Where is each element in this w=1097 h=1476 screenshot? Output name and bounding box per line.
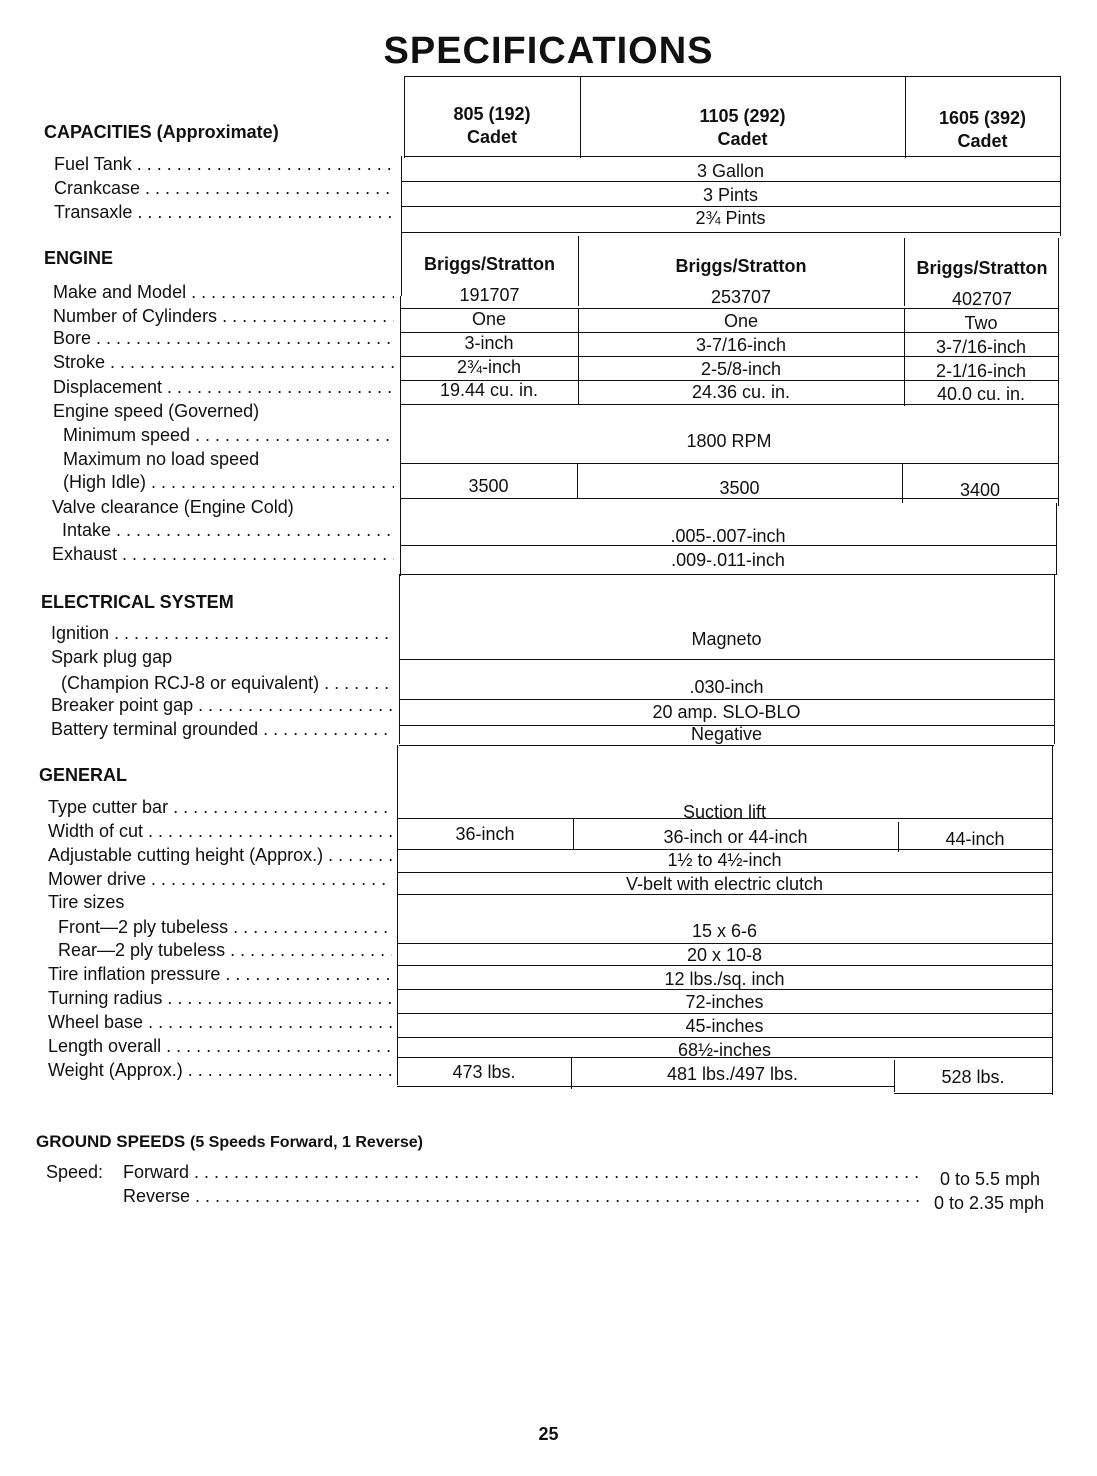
model-805-number: 805 (192) bbox=[453, 104, 531, 124]
bore-1105: 3-7/16-inch bbox=[695, 335, 787, 355]
bore-1605: 3-7/16-inch bbox=[935, 337, 1027, 357]
cylinders-1105: One bbox=[723, 311, 759, 331]
max-speed-label: Maximum no load speed bbox=[63, 449, 260, 469]
reverse-value: 0 to 2.35 mph bbox=[934, 1193, 1045, 1213]
length-label: Length overall . . . bbox=[48, 1036, 392, 1057]
spark-gap-value: .030-inch bbox=[689, 677, 764, 697]
stroke-1605: 2-1/16-inch bbox=[935, 361, 1027, 381]
cutting-height-value: 1½ to 4½-inch bbox=[667, 850, 782, 870]
model-1605-engine: 402707 bbox=[951, 289, 1013, 309]
forward-label: Forward . . . bbox=[123, 1162, 935, 1183]
ground-speeds-heading-block bbox=[36, 1132, 423, 1152]
high-idle-1605: 3400 bbox=[959, 480, 1001, 500]
breaker-label: Breaker point gap . . . bbox=[51, 695, 394, 716]
high-idle-label: (High Idle) . . . bbox=[63, 472, 394, 493]
high-idle-1105: 3500 bbox=[719, 478, 760, 498]
model-1605-number: 1605 (392) bbox=[938, 108, 1027, 128]
make-1605: Briggs/Stratton bbox=[916, 258, 1048, 278]
bore-label: Bore . . . bbox=[53, 328, 394, 349]
breaker-value: 20 amp. SLO-BLO bbox=[652, 702, 801, 722]
crankcase-label: Crankcase . . . bbox=[54, 178, 394, 199]
make-1105: Briggs/Stratton bbox=[675, 256, 807, 276]
cylinders-1605: Two bbox=[964, 313, 998, 333]
mower-drive-label: Mower drive . . . bbox=[48, 869, 392, 890]
width-cut-1605: 44-inch bbox=[945, 829, 1005, 849]
speed-prefix: Speed: bbox=[46, 1162, 104, 1182]
high-idle-805: 3500 bbox=[468, 476, 509, 496]
transaxle-label: Transaxle . . . bbox=[54, 202, 394, 223]
displacement-805: 19.44 cu. in. bbox=[439, 380, 539, 400]
rear-tire-value: 20 x 10-8 bbox=[686, 945, 763, 965]
model-1105-engine: 253707 bbox=[710, 287, 772, 307]
weight-1105: 481 lbs./497 lbs. bbox=[666, 1064, 799, 1084]
width-cut-1105: 36-inch or 44-inch bbox=[663, 827, 808, 847]
cutter-bar-label: Type cutter bar . . . bbox=[48, 797, 392, 818]
length-value: 68½-inches bbox=[677, 1040, 772, 1060]
front-tire-label: Front—2 ply tubeless . . . bbox=[58, 917, 392, 938]
displacement-label: Displacement . . . bbox=[53, 377, 394, 398]
spark-plug-gap-label: Spark plug gap bbox=[51, 647, 173, 667]
page-number: 25 bbox=[538, 1424, 559, 1444]
tire-sizes-label: Tire sizes bbox=[48, 892, 125, 912]
width-cut-805: 36-inch bbox=[455, 824, 515, 844]
ground-speeds-heading: GROUND SPEEDS bbox=[36, 1132, 186, 1151]
engine-heading: ENGINE bbox=[44, 248, 114, 268]
inflation-value: 12 lbs./sq. inch bbox=[664, 969, 785, 989]
cylinders-805: One bbox=[471, 309, 507, 329]
wheel-base-label: Wheel base . . . bbox=[48, 1012, 392, 1033]
model-1105-number: 1105 (292) bbox=[699, 106, 786, 126]
width-cut-label: Width of cut . . . bbox=[48, 821, 392, 842]
weight-1605: 528 lbs. bbox=[941, 1067, 1005, 1087]
battery-value: Negative bbox=[690, 724, 763, 744]
stroke-1105: 2-5/8-inch bbox=[700, 359, 782, 379]
transaxle-value: 2¾ Pints bbox=[695, 208, 766, 228]
ground-speeds-note: (5 Speeds Forward, 1 Reverse) bbox=[189, 1134, 423, 1151]
fuel-tank-label: Fuel Tank . . . bbox=[54, 154, 394, 175]
front-tire-value: 15 x 6-6 bbox=[691, 921, 758, 941]
ignition-label: Ignition . . . bbox=[51, 623, 394, 644]
mower-drive-value: V-belt with electric clutch bbox=[625, 874, 824, 894]
cutter-bar-value: Suction lift bbox=[682, 802, 767, 822]
min-speed-value: 1800 RPM bbox=[686, 431, 772, 451]
forward-value: 0 to 5.5 mph bbox=[940, 1169, 1041, 1189]
rear-tire-label: Rear—2 ply tubeless . . . bbox=[58, 940, 392, 961]
turning-value: 72-inches bbox=[685, 992, 764, 1012]
make-model-label: Make and Model . . . bbox=[53, 282, 394, 303]
wheel-base-value: 45-inches bbox=[685, 1016, 764, 1036]
champion-label: (Champion RCJ-8 or equivalent) . . . bbox=[61, 673, 394, 694]
exhaust-label: Exhaust . . . bbox=[52, 544, 394, 565]
capacities-heading: CAPACITIES (Approximate) bbox=[44, 122, 279, 142]
stroke-805: 2¾-inch bbox=[456, 357, 522, 377]
valve-clearance-label: Valve clearance (Engine Cold) bbox=[52, 497, 294, 517]
make-805: Briggs/Stratton bbox=[423, 254, 555, 274]
electrical-heading: ELECTRICAL SYSTEM bbox=[41, 592, 234, 612]
cutting-height-label: Adjustable cutting height (Approx.) . . . bbox=[48, 845, 392, 866]
intake-value: .005-.007-inch bbox=[670, 526, 786, 546]
reverse-label: Reverse . . . bbox=[123, 1186, 930, 1207]
displacement-1105: 24.36 cu. in. bbox=[691, 382, 791, 402]
general-heading: GENERAL bbox=[39, 765, 128, 785]
min-speed-label: Minimum speed . . . bbox=[63, 425, 394, 446]
stroke-label: Stroke . . . bbox=[53, 352, 394, 373]
battery-label: Battery terminal grounded . . . bbox=[51, 719, 394, 740]
inflation-label: Tire inflation pressure . . . bbox=[48, 964, 392, 985]
cylinders-label: Number of Cylinders . . . bbox=[53, 306, 394, 327]
crankcase-value: 3 Pints bbox=[702, 185, 759, 205]
turning-label: Turning radius . . . bbox=[48, 988, 392, 1009]
engine-speed-label: Engine speed (Governed) bbox=[53, 401, 260, 421]
weight-805: 473 lbs. bbox=[452, 1062, 516, 1082]
model-1105-name: Cadet bbox=[717, 129, 768, 149]
intake-label: Intake . . . bbox=[62, 520, 394, 541]
bore-805: 3-inch bbox=[464, 333, 514, 353]
fuel-tank-value: 3 Gallon bbox=[696, 161, 765, 181]
page-title: SPECIFICATIONS bbox=[383, 30, 714, 72]
exhaust-value: .009-.011-inch bbox=[671, 550, 785, 570]
weight-label: Weight (Approx.) . . . bbox=[48, 1060, 392, 1081]
displacement-1605: 40.0 cu. in. bbox=[936, 384, 1026, 404]
model-805-engine: 191707 bbox=[459, 285, 520, 305]
model-1605-name: Cadet bbox=[957, 131, 1008, 151]
model-805-name: Cadet bbox=[466, 127, 517, 147]
ignition-value: Magneto bbox=[691, 629, 762, 649]
